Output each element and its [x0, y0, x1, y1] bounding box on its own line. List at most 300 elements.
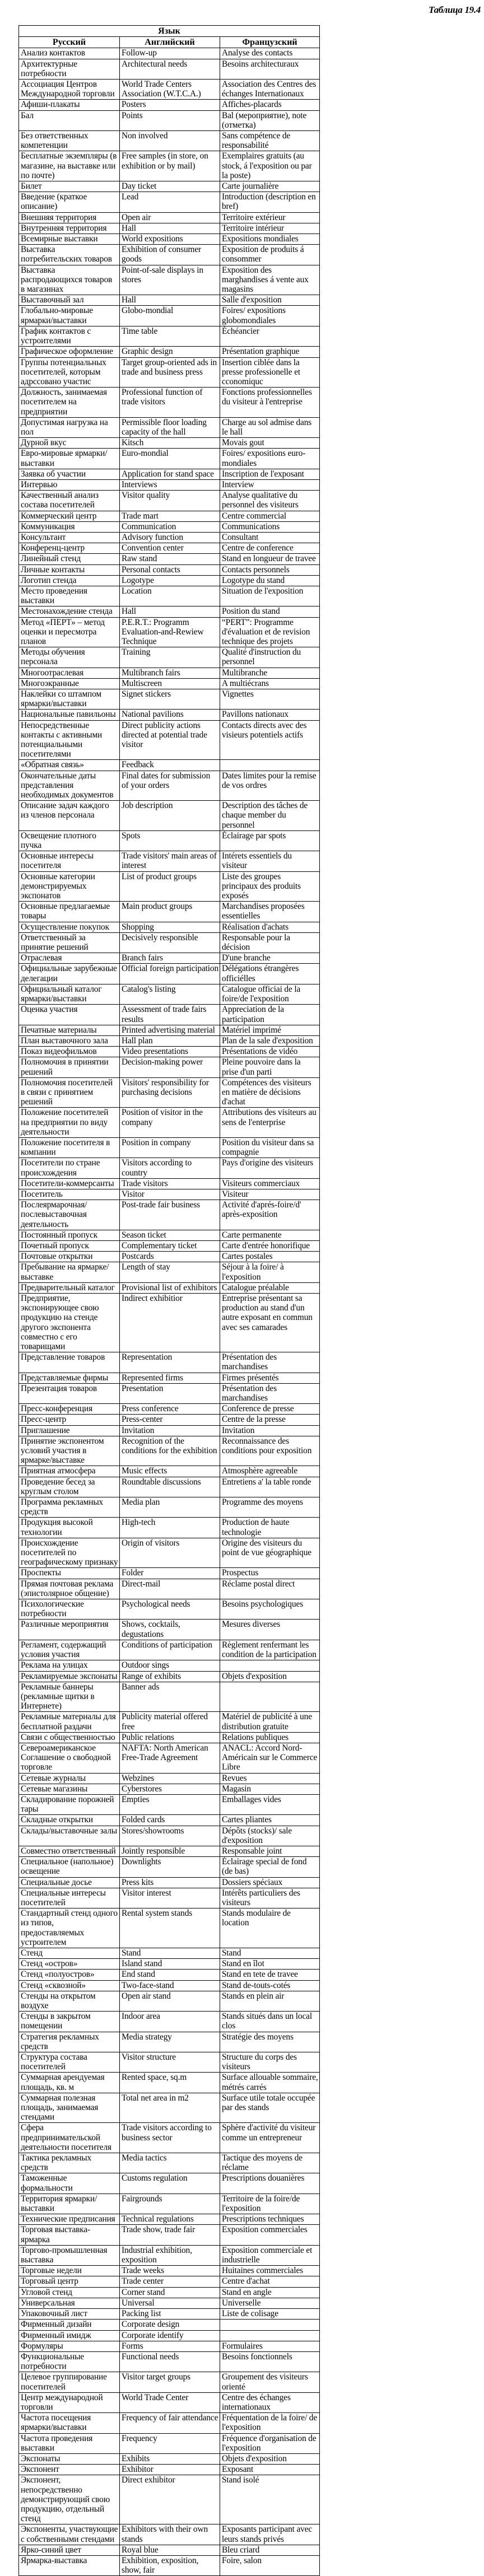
cell-french: Présentations de vidéo [220, 1047, 320, 1057]
table-row [19, 2453, 320, 2464]
cell-english: Total net area in m2 [120, 2093, 220, 2123]
cell-russian: Ответственный за принятие решений [19, 932, 120, 953]
cell-english: Royal blue [120, 2545, 220, 2555]
cell-english: Job description [120, 801, 220, 831]
cell-french: Carte d'entrée honorifique [220, 1240, 320, 1251]
table-row [19, 1252, 320, 1262]
cell-french: Entreprise présentant sa production au stand d'un autre exposant en commun avec ses camarades [220, 1293, 320, 1352]
cell-french: Stand de-touts-cotés [220, 1980, 320, 1991]
cell-russian: Консультант [19, 532, 120, 543]
table-row [19, 984, 320, 1004]
cell-english: Lead [120, 192, 220, 212]
cell-french: Activité d'aprés-foire/d' après-exposition [220, 1200, 320, 1230]
cell-english: Trade visitors according to business sector [120, 2123, 220, 2153]
cell-english: Media tactics [120, 2153, 220, 2173]
cell-french: Centre commercial [220, 511, 320, 521]
cell-russian: Частота проведения выставки [19, 2433, 120, 2453]
cell-english: Public relations [120, 1732, 220, 1743]
cell-russian: Афиши-плакаты [19, 100, 120, 110]
cell-russian: Официальный каталог ярмарки/выставки [19, 984, 120, 1004]
cell-english: Direct publicity actions directed at potential trade visitor [120, 720, 220, 760]
cell-french: Relations publiques [220, 1732, 320, 1743]
table-row [19, 417, 320, 437]
cell-russian: Официальные зарубежные делегации [19, 964, 120, 984]
cell-russian: Сфера предпринимательской деятельности посетителя [19, 2123, 120, 2153]
table-row [19, 2214, 320, 2225]
cell-english: Media plan [120, 1497, 220, 1518]
cell-english: High-tech [120, 1518, 220, 1538]
cell-russian: Складные открытки [19, 1815, 120, 1826]
cell-english: Media strategy [120, 2032, 220, 2052]
cell-russian: Группы потенциальных посетителей, которым адрсcовано участис [19, 357, 120, 388]
table-row [19, 2320, 320, 2330]
cell-french: Vignettes [220, 689, 320, 710]
table-row [19, 2153, 320, 2173]
cell-english: Signet stickers [120, 689, 220, 710]
cell-russian: Многоотраслевая [19, 668, 120, 678]
table-row [19, 306, 320, 326]
cell-french: Foires/ expositions euro-mondiales [220, 449, 320, 469]
cell-english: Logotype [120, 575, 220, 586]
cell-russian: Введение (краткое описание) [19, 192, 120, 212]
table-row [19, 830, 320, 851]
cell-russian: Суммарная полезная площадь, занимаемая стендами [19, 2093, 120, 2123]
cell-russian: Окончательные даты представления необходимых документов [19, 771, 120, 801]
cell-russian: Освещение плотного пучка [19, 830, 120, 851]
cell-russian: Осуществление покупок [19, 922, 120, 932]
cell-english: Corporate design [120, 2320, 220, 2330]
cell-english: Webzines [120, 1773, 220, 1784]
table-row [19, 59, 320, 79]
cell-french: Firmes présentés [220, 1373, 320, 1383]
cell-french: Visiteur [220, 1189, 320, 1200]
cell-russian: Анализ контактов [19, 48, 120, 59]
cell-russian: План выставочного зала [19, 1035, 120, 1046]
table-row [19, 760, 320, 771]
cell-russian: Программа рекламных средств [19, 1497, 120, 1518]
cell-english: Position of visitor in the company [120, 1108, 220, 1138]
cell-french: Exposition commerciale et industrielle [220, 2245, 320, 2265]
table-row [19, 2330, 320, 2341]
table-row [19, 2073, 320, 2093]
table-row [19, 1415, 320, 1425]
table-row [19, 1466, 320, 1477]
cell-russian: Положение посетителей на предприятии по виду деятельности [19, 1108, 120, 1138]
cell-russian: Почетный пропуск [19, 1240, 120, 1251]
cell-french: Sphère d'activité du visiteur comme un entrepreneur [220, 2123, 320, 2153]
cell-russian: Универсальная [19, 2298, 120, 2308]
cell-english: Press conference [120, 1404, 220, 1415]
cell-french: Fréquence d'organisation de l'exposition [220, 2433, 320, 2453]
cell-english: Press kits [120, 1877, 220, 1888]
cell-english: Music effects [120, 1466, 220, 1477]
table-row [19, 1137, 320, 1158]
table-row [19, 554, 320, 564]
cell-russian: Специальные досье [19, 1877, 120, 1888]
cell-french: Stand en angle [220, 2287, 320, 2298]
table-row [19, 1262, 320, 1282]
cell-english: List of product groups [120, 871, 220, 902]
cell-russian: Линейный стенд [19, 554, 120, 564]
table-row [19, 1404, 320, 1415]
cell-french: A multiécrans [220, 678, 320, 689]
cell-english: Island stand [120, 1959, 220, 1970]
cell-russian: Совместно ответственный [19, 1846, 120, 1856]
cell-french: Besoins architecturaux [220, 59, 320, 79]
table-row [19, 1057, 320, 1077]
cell-english: Hall [120, 295, 220, 306]
cell-english: Technical regulations [120, 2214, 220, 2225]
table-row [19, 1373, 320, 1383]
cell-english: National pavilions [120, 710, 220, 720]
cell-french: Consultant [220, 532, 320, 543]
table-row [19, 1815, 320, 1826]
cell-english: Visitor interest [120, 1888, 220, 1908]
cell-russian: Целевое группирование посетителей [19, 2372, 120, 2392]
cell-russian: Склады/выставочные залы [19, 1826, 120, 1846]
cell-russian: Допустимая нагрузка на пол [19, 417, 120, 437]
cell-french: Intérêts particuliers des visiteurs [220, 1888, 320, 1908]
cell-french: Stands en plein air [220, 1991, 320, 2011]
cell-french: Analyse qualitative du personnel des visiteurs [220, 491, 320, 511]
cell-french: Magasin [220, 1784, 320, 1794]
cell-russian: Ассоциация Центров Международной торговли [19, 80, 120, 100]
cell-russian: Приглашение [19, 1425, 120, 1436]
cell-english: Architectural needs [120, 59, 220, 79]
cell-english: Visitor structure [120, 2052, 220, 2073]
table-row [19, 521, 320, 532]
table-row [19, 1857, 320, 1877]
table-row [19, 388, 320, 418]
cell-french: Exposants participant avec leurs stands privés [220, 2524, 320, 2545]
cell-russian: Предварительный каталог [19, 1282, 120, 1293]
cell-english: Trade visitors' main areas of interest [120, 851, 220, 871]
table-row [19, 491, 320, 511]
cell-english: Point-of-sale displays in stores [120, 265, 220, 295]
table-row [19, 2012, 320, 2032]
cell-french: Insertion ciblée dans la presse professionelle et cconomiquc [220, 357, 320, 388]
table-row [19, 1538, 320, 1568]
cell-russian: Стенды на открытом воздухе [19, 1991, 120, 2011]
cell-french: Emballages vides [220, 1794, 320, 1814]
cell-russian: Методы обучения персонала [19, 647, 120, 668]
cell-english: Visitor target groups [120, 2372, 220, 2392]
cell-french: Contacts personnels [220, 564, 320, 575]
table-row [19, 1282, 320, 1293]
table-row [19, 1908, 320, 1948]
table-row [19, 1035, 320, 1046]
cell-russian: Основные интересы посетителя [19, 851, 120, 871]
cell-russian: Продукция высокой технологии [19, 1518, 120, 1538]
cell-russian: Предприятие, экспонирующее свою продукцию на стенде другого экспонента совместно с его товарищами [19, 1293, 120, 1352]
table-row [19, 2123, 320, 2153]
table-row [19, 1784, 320, 1794]
cell-french: Séjour à la foire/ à l'exposition [220, 1262, 320, 1282]
cell-russian: Торговая выставка-ярмарка [19, 2225, 120, 2245]
table-row [19, 564, 320, 575]
cell-english: Hall [120, 606, 220, 617]
cell-russian: Частота посещения ярмарки/выставки [19, 2413, 120, 2433]
table-row [19, 2475, 320, 2524]
table-row [19, 1732, 320, 1743]
table-row [19, 964, 320, 984]
table-row [19, 1200, 320, 1230]
cell-english: Outdoor sings [120, 1660, 220, 1671]
cell-russian: Экспонент, непосредственно демонстрирующий свою продукцию, отдельный стенд [19, 2475, 120, 2524]
table-row [19, 1108, 320, 1138]
cell-russian: Центр международной торговли [19, 2392, 120, 2412]
table-row [19, 2372, 320, 2392]
cell-french: Position du stand [220, 606, 320, 617]
cell-english: Assessment of trade fairs results [120, 1005, 220, 1025]
cell-english: Represented firms [120, 1373, 220, 1383]
cell-russian: Реклама на улицах [19, 1660, 120, 1671]
cell-french: Revues [220, 1773, 320, 1784]
cell-english: Multibranch fairs [120, 668, 220, 678]
cell-french: Centre de conference [220, 543, 320, 554]
cell-russian: Всемирные выставки [19, 234, 120, 245]
cell-english: Rented space, sq.m [120, 2073, 220, 2093]
table-row [19, 1436, 320, 1466]
cell-russian: Глобально-мировые ярмарки/выставки [19, 306, 120, 326]
cell-russian: График контактов с устроителями [19, 326, 120, 346]
cell-english: End stand [120, 1970, 220, 1980]
cell-russian: Рекламные материалы для бесплатной раздачи [19, 1712, 120, 1732]
table-row [19, 212, 320, 223]
cell-french: Inscription de l'exposant [220, 469, 320, 479]
cell-russian: Торговые недели [19, 2266, 120, 2276]
cell-french [220, 1660, 320, 1671]
cell-english: Open air stand [120, 1991, 220, 2011]
table-row [19, 151, 320, 181]
table-row [19, 1671, 320, 1682]
table-row [19, 606, 320, 617]
cell-russian: Архитектурные потребности [19, 59, 120, 79]
cell-french: D'une branche [220, 953, 320, 964]
cell-french: Invitation [220, 1425, 320, 1436]
cell-russian: Непосредственные контакты с активными потенциальными посетителями [19, 720, 120, 760]
cell-english: Corner stand [120, 2287, 220, 2298]
cell-russian: Послеярмарочная/ послевыставочная деятельность [19, 1200, 120, 1230]
table-row [19, 2194, 320, 2214]
cell-french: Introduction (description en bref) [220, 192, 320, 212]
cell-english: Frequency of fair attendance [120, 2413, 220, 2433]
table-row [19, 720, 320, 760]
cell-russian: Коммуникация [19, 521, 120, 532]
cell-french: Multibranche [220, 668, 320, 678]
cell-russian: Стенд «остров» [19, 1959, 120, 1970]
cell-french: Fonctions professionnelles du visiteur à l'entreprise [220, 388, 320, 418]
table-row [19, 1383, 320, 1403]
cell-french [220, 760, 320, 771]
table-row [19, 647, 320, 668]
cell-english: Raw stand [120, 554, 220, 564]
cell-russian: Различные мероприятия [19, 1620, 120, 1640]
table-row [19, 48, 320, 59]
cell-english: Time table [120, 326, 220, 346]
cell-russian: Внешняя территория [19, 212, 120, 223]
table-row [19, 1888, 320, 1908]
cell-english: Interviews [120, 479, 220, 490]
cell-russian: Приятная атмосфера [19, 1466, 120, 1477]
table-row [19, 1178, 320, 1189]
cell-french: Appreciation de la participation [220, 1005, 320, 1025]
cell-french: Présentation des marchandises [220, 1352, 320, 1373]
cell-russian: Экспонент [19, 2465, 120, 2475]
cell-russian: Презентация товаров [19, 1383, 120, 1403]
table-row [19, 1620, 320, 1640]
cell-russian: Функциональные потребности [19, 2351, 120, 2372]
cell-russian: Личные контакты [19, 564, 120, 575]
cell-russian: Описание задач каждого из членов персонала [19, 801, 120, 831]
cell-russian: Печатные материалы [19, 1025, 120, 1035]
cell-russian: Стенд «полуостров» [19, 1970, 120, 1980]
cell-english: Visitor quality [120, 491, 220, 511]
cell-french: Objets d'exposition [220, 1671, 320, 1682]
cell-french: Plan de la sale d'exposition [220, 1035, 320, 1046]
table-row [19, 2524, 320, 2545]
cell-english: Catalog's listing [120, 984, 220, 1004]
cell-english: Stores/showrooms [120, 1826, 220, 1846]
cell-russian: Почтовые открытки [19, 1252, 120, 1262]
cell-russian: Проведение бесед за круглым столом [19, 1477, 120, 1497]
cell-french: Origine des visiteurs du point de vue géographique [220, 1538, 320, 1568]
cell-russian: Принятие экспонентом условий участия в ярмарке/выставке [19, 1436, 120, 1466]
table-row [19, 1025, 320, 1035]
table-row [19, 2173, 320, 2194]
cell-english: Exhibition of consumer goods [120, 245, 220, 265]
cell-russian: Выставка потребительских товаров [19, 245, 120, 265]
cell-french: Carte permanente [220, 1230, 320, 1240]
column-header-english: Английский [120, 37, 220, 48]
cell-russian: Фирменный имидж [19, 2330, 120, 2341]
cell-russian: Стенд [19, 1948, 120, 1958]
cell-english: Forms [120, 2341, 220, 2351]
cell-french: Matériel imprimé [220, 1025, 320, 1035]
cell-english: Psychological needs [120, 1599, 220, 1620]
cell-english: Exhibition, exposition, show, fair [120, 2555, 220, 2575]
cell-english: Shows, cocktails, degustations [120, 1620, 220, 1640]
cell-english: Decision-making power [120, 1057, 220, 1077]
table-row [19, 543, 320, 554]
table-row [19, 2341, 320, 2351]
cell-english: NAFTA: North American Free-Trade Agreement [120, 1743, 220, 1773]
cell-english: World expositions [120, 234, 220, 245]
cell-russian: Билет [19, 181, 120, 192]
table-row [19, 1189, 320, 1200]
cell-russian: Должность, занимаемая посетителем на предприятии [19, 388, 120, 418]
cell-french: Prospectus [220, 1568, 320, 1579]
table-row [19, 871, 320, 902]
cell-russian: Многоэкранные [19, 678, 120, 689]
cell-french: Besoins fonctionnels [220, 2351, 320, 2372]
cell-french: Dates limites pour la remise de vos ordres [220, 771, 320, 801]
table-row [19, 1005, 320, 1025]
cell-english: Shopping [120, 922, 220, 932]
cell-french: Territoire de la foire/de l'exposition [220, 2194, 320, 2214]
table-row [19, 2032, 320, 2052]
table-row [19, 131, 320, 151]
cell-russian: Полномочия в принятии решений [19, 1057, 120, 1077]
table-row [19, 1743, 320, 1773]
cell-french: Centre des échanges internationaux [220, 2392, 320, 2412]
cell-french: Atmosphère agreeable [220, 1466, 320, 1477]
cell-english: World Trade Centers Association (W.T.C.A.) [120, 80, 220, 100]
cell-russian: Основные предлагаемые товары [19, 902, 120, 922]
cell-french: Reconnaissance des conditions pour exposition [220, 1436, 320, 1466]
cell-french: Charge au sol admise dans le hall [220, 417, 320, 437]
cell-russian: Психологические потребности [19, 1599, 120, 1620]
cell-french: Logotype du stand [220, 575, 320, 586]
table-row [19, 2392, 320, 2412]
cell-french [220, 2330, 320, 2341]
cell-french: Exposant [220, 2465, 320, 2475]
table-row [19, 80, 320, 100]
cell-french: Attributions des visiteurs au sens de l'enterprise [220, 1108, 320, 1138]
group-header-row [19, 26, 320, 37]
cell-french [220, 2320, 320, 2330]
table-row [19, 1497, 320, 1518]
cell-russian: Постоянный пропуск [19, 1230, 120, 1240]
cell-english: Location [120, 586, 220, 606]
cell-french: Éclairage special de fond (de bas) [220, 1857, 320, 1877]
cell-russian: Полномочия посетителей в связи с принятием решений [19, 1077, 120, 1108]
cell-french: Exposition des marghandises á vente aux magasins [220, 265, 320, 295]
cell-french: Universelle [220, 2298, 320, 2308]
cell-english: Trade visitors [120, 1178, 220, 1189]
cell-russian: Ярко-синий цвет [19, 2545, 120, 2555]
cell-english: Hall [120, 223, 220, 234]
cell-russian: Складирование порожней тары [19, 1794, 120, 1814]
cell-russian: Фирменный дизайн [19, 2320, 120, 2330]
cell-russian: Экспоненты, участвующие с собственными стендами [19, 2524, 120, 2545]
cell-russian: Сетевые магазины [19, 1784, 120, 1794]
cell-french: Position du visiteur dans sa compagnie [220, 1137, 320, 1158]
table-row [19, 1352, 320, 1373]
table-row [19, 511, 320, 521]
cell-english: Open air [120, 212, 220, 223]
cell-english: Empties [120, 1794, 220, 1814]
cell-french: Pavillons nationaux [220, 710, 320, 720]
cell-french: Stratégie des moyens [220, 2032, 320, 2052]
cell-russian: Североамериканское Соглашение о свободной торговле [19, 1743, 120, 1773]
cell-english: Trade center [120, 2276, 220, 2287]
table-row [19, 1158, 320, 1178]
table-row [19, 2433, 320, 2453]
cell-french: Liste de colisage [220, 2309, 320, 2320]
cell-english: Invitation [120, 1425, 220, 1436]
table-row [19, 1877, 320, 1888]
cell-french: Matériel de publicité à une distribution gratuite [220, 1712, 320, 1732]
table-row [19, 932, 320, 953]
cell-english: Jointly responsible [120, 1846, 220, 1856]
cell-english: Video presentations [120, 1047, 220, 1057]
cell-english: Kitsch [120, 438, 220, 449]
table-row [19, 1579, 320, 1599]
cell-russian: Посетители по стране происхождения [19, 1158, 120, 1178]
table-row [19, 771, 320, 801]
cell-russian: Конференц-центр [19, 543, 120, 554]
table-row [19, 192, 320, 212]
cell-russian: Пресс-центр [19, 1415, 120, 1425]
cell-english: Postcards [120, 1252, 220, 1262]
cell-english: Trade weeks [120, 2266, 220, 2276]
cell-english: Stand [120, 1948, 220, 1958]
cell-russian: Место проведения выставки [19, 586, 120, 606]
table-row [19, 347, 320, 357]
cell-french: Dépôts (stocks)/ sale d'exposition [220, 1826, 320, 1846]
cell-french: Prescriptions techniques [220, 2214, 320, 2225]
